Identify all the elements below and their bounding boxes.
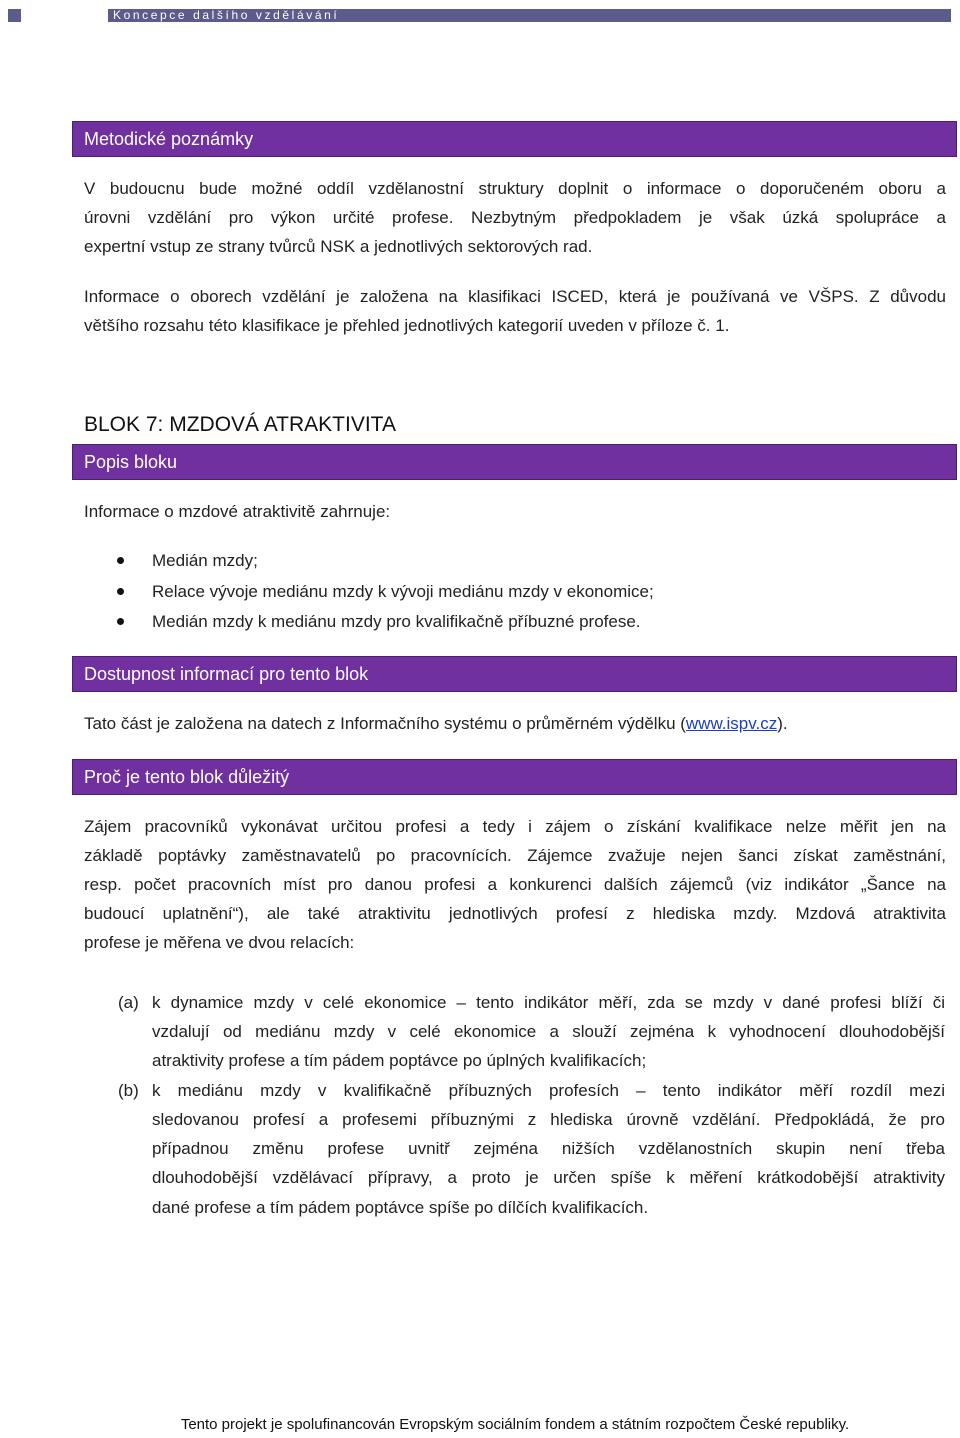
metodicke-paragraph-2 [84,282,946,340]
enum-label-a: (a) [118,993,139,1012]
text-line: Informace o oborech vzdělání je založena na klasifikaci ISCED, která je používaná ve VŠPS. Z důvodu [84,287,946,306]
text-line: budoucí uplatnění“), ale také atraktivitu jednotlivých profesí z hlediska mzdy. Mzdová atraktivita [84,904,946,923]
text-line: Zájem pracovníků vykonávat určitou profesi a tedy i zájem o získání kvalifikace nelze měřit jen na [84,817,946,836]
enum-label-b: (b) [118,1081,139,1100]
text-line: úrovni vzdělání pro výkon určité profese. Nezbytným předpokladem je však úzká spolupráce a [84,208,946,227]
enum-b-line: dané profese a tím pádem poptávce spíše po dílčích kvalifikacích. [152,1198,649,1217]
blok-title: BLOK 7: MZDOVÁ ATRAKTIVITA [84,413,396,436]
bullet-icon [117,588,124,595]
ispv-link[interactable]: www.ispv.cz [685,714,778,733]
bullet-item: Medián mzdy; [152,551,258,570]
header-square [8,9,21,22]
text-line: většího rozsahu této klasifikace je přehled jednotlivých kategorií uveden v příloze č. 1. [84,316,730,335]
bullet-item: Medián mzdy k mediánu mzdy pro kvalifikačně příbuzné profese. [152,612,641,631]
enum-b-line: případnou změnu profese uvnitř zejména nižších vzdělanostních skupin není třeba [152,1139,945,1158]
section-heading-proc: Proč je tento blok důležitý [72,759,957,795]
bullet-item: Relace vývoje mediánu mzdy k vývoji mediánu mzdy v ekonomice; [152,582,654,601]
section-heading-metodicke: Metodické poznámky [72,121,957,157]
enum-b-line: sledovanou profesí a profesemi příbuznými z hlediska úrovně vzdělání. Předpokládá, že pro [152,1110,945,1129]
bullet-icon [117,618,124,625]
blok-intro: Informace o mzdové atraktivitě zahrnuje: [84,502,391,521]
enum-b-line: dlouhodobější vzdělávací přípravy, a proto je určen spíše k měření krátkodobější atraktivity [152,1168,945,1187]
section-heading-dostupnost: Dostupnost informací pro tento blok [72,656,957,692]
text-line: profese je měřena ve dvou relacích: [84,933,355,952]
proc-paragraph [84,812,946,957]
enum-a-line: k dynamice mzdy v celé ekonomice – tento indikátor měří, zda se mzdy v dané profesi blíží či [152,993,945,1012]
enum-a-line: atraktivity profese a tím pádem poptávce po úplných kvalifikacích; [152,1051,647,1070]
text-line: expertní vstup ze strany tvůrců NSK a jednotlivých sektorových rad. [84,237,593,256]
section-heading-popis: Popis bloku [72,444,957,480]
dostupnost-paragraph [84,709,788,738]
header-title: Koncepce dalšího vzdělávání [108,9,951,22]
enum-b-line: k mediánu mzdy v kvalifikačně příbuzných profesích – tento indikátor měří rozdíl mezi [152,1081,945,1100]
text-line: V budoucnu bude možné oddíl vzdělanostní struktury doplnit o informace o doporučeném oboru a [84,179,946,198]
text-line: základě poptávky zaměstnavatelů po pracovnících. Zájemce zvažuje nejen šanci získat zaměstnání, [84,846,946,865]
dostupnost-text: Tato část je založena na datech z Informačního systému o průměrném výdělku ( [84,714,686,733]
footer-text: Tento projekt je spolufinancován Evropským sociálním fondem a státním rozpočtem České republiky. [180,1416,850,1433]
metodicke-paragraph-1 [84,174,946,261]
bullet-icon [117,557,124,564]
text-line: resp. počet pracovních míst pro danou profesi a konkurenci dalších zájemců (viz indikátor „Šance na [84,875,946,894]
enum-a-line: vzdalují od mediánu mzdy v celé ekonomice a slouží zejména k vyhodnocení dlouhodobější [152,1022,945,1041]
dostupnost-suffix: ). [777,714,788,733]
